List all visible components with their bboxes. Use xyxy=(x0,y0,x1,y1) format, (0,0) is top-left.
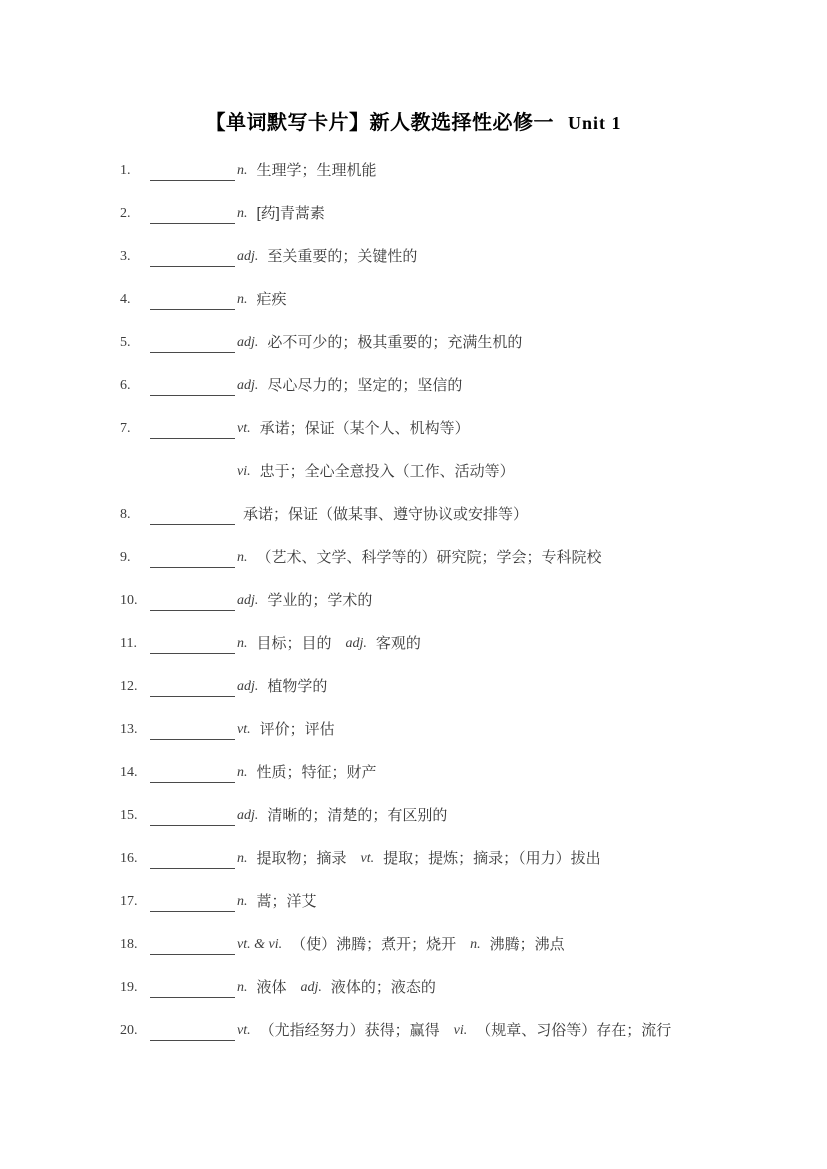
answer-blank xyxy=(150,462,235,482)
word-list-item xyxy=(120,161,827,204)
item-content xyxy=(235,290,287,310)
item-content xyxy=(235,505,528,525)
answer-blank[interactable] xyxy=(150,247,235,267)
word-list-item xyxy=(120,978,827,1021)
item-number: 20. xyxy=(120,1023,138,1038)
answer-blank[interactable] xyxy=(150,806,235,826)
answer-blank[interactable] xyxy=(150,935,235,955)
item-content xyxy=(235,247,417,267)
answer-blank[interactable] xyxy=(150,634,235,654)
answer-blank[interactable] xyxy=(150,419,235,439)
word-list-item xyxy=(120,505,827,548)
definition-text: 液体的；液态的 xyxy=(330,979,436,996)
definition-text: 提取物；摘录 xyxy=(256,850,347,867)
item-number: 2. xyxy=(120,206,131,221)
answer-blank[interactable] xyxy=(150,161,235,181)
item-number: 15. xyxy=(120,808,138,823)
item-number: 5. xyxy=(120,335,131,350)
definition-text: （尤指经努力）获得；赢得 xyxy=(259,1022,440,1039)
part-of-speech-label: n. xyxy=(237,851,248,866)
answer-blank[interactable] xyxy=(150,505,235,525)
part-of-speech-label: n. xyxy=(237,980,248,995)
definition-text: 尽心尽力的；坚定的；坚信的 xyxy=(267,377,463,394)
word-list-item xyxy=(120,935,827,978)
answer-blank[interactable] xyxy=(150,204,235,224)
definition-text: 性质；特征；财产 xyxy=(256,764,377,781)
word-list-item xyxy=(120,634,827,677)
part-of-speech-label: vt. xyxy=(237,722,251,737)
page-title xyxy=(0,106,827,135)
part-of-speech-label: vt. xyxy=(237,1023,251,1038)
definition-text: 沸腾；沸点 xyxy=(489,936,565,953)
item-content xyxy=(235,591,372,611)
item-content xyxy=(235,720,335,740)
part-of-speech-label: adj. xyxy=(237,679,259,694)
item-content xyxy=(235,204,325,224)
part-of-speech-label: n. xyxy=(237,550,248,565)
item-number: 6. xyxy=(120,378,131,393)
word-list-item xyxy=(120,462,827,505)
definition-text: 目标；目的 xyxy=(256,635,332,652)
part-of-speech-label: n. xyxy=(237,636,248,651)
part-of-speech-label: vt. xyxy=(237,421,251,436)
item-number: 12. xyxy=(120,679,138,694)
item-number: 3. xyxy=(120,249,131,264)
part-of-speech-label: n. xyxy=(237,894,248,909)
word-list-item xyxy=(120,677,827,720)
item-content xyxy=(235,978,436,998)
item-number: 11. xyxy=(120,636,137,651)
part-of-speech-label: vt. & vi. xyxy=(237,937,283,952)
answer-blank[interactable] xyxy=(150,591,235,611)
answer-blank[interactable] xyxy=(150,677,235,697)
word-list-item xyxy=(120,806,827,849)
definition-text: （艺术、文学、科学等的）研究院；学会；专科院校 xyxy=(256,549,602,566)
word-list-item xyxy=(120,290,827,333)
part-of-speech-label: n. xyxy=(237,765,248,780)
word-list-item xyxy=(120,892,827,935)
item-number: 17. xyxy=(120,894,138,909)
word-list xyxy=(0,161,827,1064)
item-content xyxy=(235,892,317,912)
part-of-speech-label: adj. xyxy=(300,980,322,995)
page-title-unit: Unit 1 xyxy=(567,113,622,133)
definition-text: 学业的；学术的 xyxy=(267,592,373,609)
item-content xyxy=(235,1021,671,1041)
definition-text: 蒿；洋艾 xyxy=(256,893,317,910)
word-list-item xyxy=(120,247,827,290)
definition-text: （使）沸腾；煮开；烧开 xyxy=(291,936,457,953)
item-number: 13. xyxy=(120,722,138,737)
item-content xyxy=(235,677,327,697)
definition-text: 生理学；生理机能 xyxy=(256,162,377,179)
item-content xyxy=(235,935,565,955)
definition-text: 提取；提炼；摘录；（用力）拔出 xyxy=(383,850,601,867)
item-number: 4. xyxy=(120,292,131,307)
definition-text: 植物学的 xyxy=(267,678,328,695)
item-number: 9. xyxy=(120,550,131,565)
definition-text: 忠于；全心全意投入（工作、活动等） xyxy=(259,463,515,480)
part-of-speech-label: vi. xyxy=(453,1023,468,1038)
part-of-speech-label: vt. xyxy=(360,851,375,866)
part-of-speech-label: vi. xyxy=(237,464,251,479)
item-content xyxy=(235,806,447,826)
part-of-speech-label: adj. xyxy=(237,593,259,608)
word-list-item xyxy=(120,204,827,247)
item-content xyxy=(235,548,602,568)
part-of-speech-label: n. xyxy=(237,163,248,178)
answer-blank[interactable] xyxy=(150,333,235,353)
item-content xyxy=(235,849,601,869)
definition-text: [药]青蒿素 xyxy=(256,205,325,222)
word-list-item xyxy=(120,720,827,763)
part-of-speech-label: n. xyxy=(470,937,481,952)
part-of-speech-label: adj. xyxy=(237,249,259,264)
word-list-item xyxy=(120,376,827,419)
item-content xyxy=(235,634,421,654)
definition-text: 疟疾 xyxy=(256,291,287,308)
part-of-speech-label: adj. xyxy=(345,636,367,651)
item-number: 1. xyxy=(120,163,131,178)
part-of-speech-label: adj. xyxy=(237,335,259,350)
definition-text: 评价；评估 xyxy=(259,721,335,738)
answer-blank[interactable] xyxy=(150,1021,235,1041)
definition-text: 承诺；保证（某个人、机构等） xyxy=(259,420,470,437)
part-of-speech-label: n. xyxy=(237,292,248,307)
definition-text: 承诺；保证（做某事、遵守协议或安排等） xyxy=(243,506,529,523)
word-list-item xyxy=(120,548,827,591)
word-list-item xyxy=(120,763,827,806)
definition-text: 至关重要的；关键性的 xyxy=(267,248,418,265)
answer-blank[interactable] xyxy=(150,763,235,783)
word-list-item xyxy=(120,419,827,462)
answer-blank[interactable] xyxy=(150,290,235,310)
answer-blank[interactable] xyxy=(150,376,235,396)
definition-text: 必不可少的；极其重要的；充满生机的 xyxy=(267,334,523,351)
answer-blank[interactable] xyxy=(150,548,235,568)
word-list-item xyxy=(120,333,827,376)
item-content xyxy=(235,763,377,783)
word-list-item xyxy=(120,1021,827,1064)
item-number: 8. xyxy=(120,507,131,522)
item-number: 18. xyxy=(120,937,138,952)
answer-blank[interactable] xyxy=(150,720,235,740)
part-of-speech-label: adj. xyxy=(237,378,259,393)
item-number: 14. xyxy=(120,765,138,780)
definition-text: 客观的 xyxy=(375,635,421,652)
item-number: 10. xyxy=(120,593,138,608)
item-content xyxy=(235,419,470,439)
definition-text: 清晰的；清楚的；有区别的 xyxy=(267,807,448,824)
answer-blank[interactable] xyxy=(150,892,235,912)
item-number: 19. xyxy=(120,980,138,995)
part-of-speech-label: n. xyxy=(237,206,248,221)
item-content xyxy=(235,161,377,181)
word-list-item xyxy=(120,591,827,634)
item-content xyxy=(235,333,522,353)
item-content xyxy=(235,376,462,396)
item-number: 16. xyxy=(120,851,138,866)
answer-blank[interactable] xyxy=(150,849,235,869)
definition-text: 液体 xyxy=(256,979,287,996)
word-list-item xyxy=(120,849,827,892)
part-of-speech-label: adj. xyxy=(237,808,259,823)
item-number: 7. xyxy=(120,421,131,436)
definition-text: （规章、习俗等）存在；流行 xyxy=(476,1022,672,1039)
page-title-chinese: 【单词默写卡片】新人教选择性必修一 xyxy=(205,112,554,134)
answer-blank[interactable] xyxy=(150,978,235,998)
item-content xyxy=(235,462,515,482)
